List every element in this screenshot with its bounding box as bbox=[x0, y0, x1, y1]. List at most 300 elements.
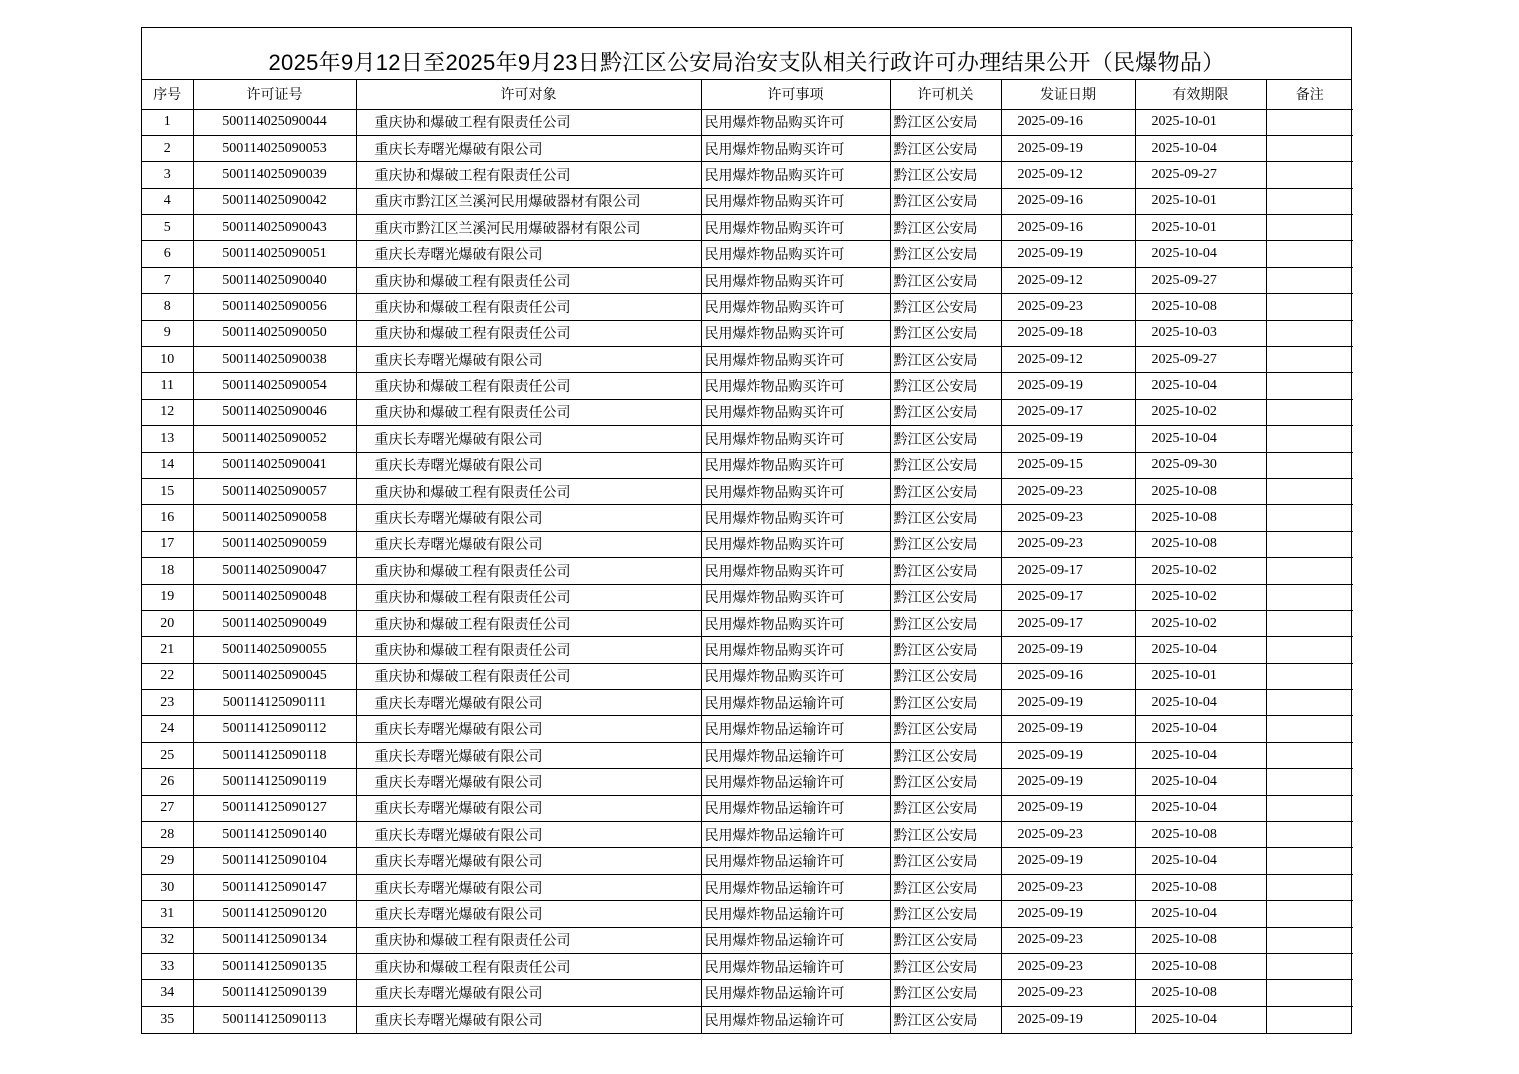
cell-permit-holder: 重庆长寿曙光爆破有限公司 bbox=[356, 690, 701, 716]
cell-remarks bbox=[1266, 690, 1353, 716]
cell-issue-date: 2025-09-17 bbox=[1001, 399, 1135, 425]
cell-remarks bbox=[1266, 109, 1353, 135]
cell-permit-holder: 重庆长寿曙光爆破有限公司 bbox=[356, 716, 701, 742]
cell-authority: 黔江区公安局 bbox=[890, 109, 1001, 135]
table-row bbox=[142, 267, 1353, 293]
cell-permit-holder: 重庆长寿曙光爆破有限公司 bbox=[356, 795, 701, 821]
cell-permit-holder: 重庆长寿曙光爆破有限公司 bbox=[356, 426, 701, 452]
table-row bbox=[142, 426, 1353, 452]
table-row bbox=[142, 795, 1353, 821]
cell-authority: 黔江区公安局 bbox=[890, 610, 1001, 636]
table-body bbox=[142, 109, 1353, 1033]
cell-permit-holder: 重庆长寿曙光爆破有限公司 bbox=[356, 531, 701, 557]
cell-permit-number: 500114025090043 bbox=[193, 215, 356, 241]
cell-authority: 黔江区公安局 bbox=[890, 769, 1001, 795]
cell-permit-holder: 重庆市黔江区兰溪河民用爆破器材有限公司 bbox=[356, 215, 701, 241]
cell-permit-item: 民用爆炸物品购买许可 bbox=[701, 558, 890, 584]
cell-valid-until: 2025-10-01 bbox=[1135, 188, 1266, 214]
cell-permit-holder: 重庆协和爆破工程有限责任公司 bbox=[356, 399, 701, 425]
cell-permit-holder: 重庆市黔江区兰溪河民用爆破器材有限公司 bbox=[356, 188, 701, 214]
cell-remarks bbox=[1266, 822, 1353, 848]
cell-index: 34 bbox=[142, 980, 193, 1006]
cell-issue-date: 2025-09-23 bbox=[1001, 478, 1135, 504]
cell-issue-date: 2025-09-19 bbox=[1001, 848, 1135, 874]
cell-permit-item: 民用爆炸物品购买许可 bbox=[701, 188, 890, 214]
cell-index: 14 bbox=[142, 452, 193, 478]
cell-remarks bbox=[1266, 795, 1353, 821]
cell-permit-item: 民用爆炸物品购买许可 bbox=[701, 452, 890, 478]
cell-index: 24 bbox=[142, 716, 193, 742]
cell-valid-until: 2025-10-04 bbox=[1135, 241, 1266, 267]
cell-permit-item: 民用爆炸物品运输许可 bbox=[701, 769, 890, 795]
cell-authority: 黔江区公安局 bbox=[890, 320, 1001, 346]
cell-permit-item: 民用爆炸物品购买许可 bbox=[701, 294, 890, 320]
column-header-issue-date: 发证日期 bbox=[1001, 80, 1135, 109]
cell-index: 11 bbox=[142, 373, 193, 399]
cell-permit-holder: 重庆协和爆破工程有限责任公司 bbox=[356, 954, 701, 980]
table-row bbox=[142, 241, 1353, 267]
cell-permit-number: 500114025090038 bbox=[193, 347, 356, 373]
cell-permit-number: 500114025090058 bbox=[193, 505, 356, 531]
cell-valid-until: 2025-10-04 bbox=[1135, 426, 1266, 452]
cell-permit-number: 500114025090047 bbox=[193, 558, 356, 584]
cell-valid-until: 2025-10-04 bbox=[1135, 901, 1266, 927]
cell-permit-item: 民用爆炸物品购买许可 bbox=[701, 347, 890, 373]
cell-permit-holder: 重庆协和爆破工程有限责任公司 bbox=[356, 294, 701, 320]
cell-index: 19 bbox=[142, 584, 193, 610]
cell-permit-holder: 重庆协和爆破工程有限责任公司 bbox=[356, 558, 701, 584]
cell-permit-item: 民用爆炸物品运输许可 bbox=[701, 716, 890, 742]
cell-issue-date: 2025-09-12 bbox=[1001, 162, 1135, 188]
cell-permit-holder: 重庆协和爆破工程有限责任公司 bbox=[356, 637, 701, 663]
cell-authority: 黔江区公安局 bbox=[890, 795, 1001, 821]
cell-valid-until: 2025-10-04 bbox=[1135, 1006, 1266, 1032]
column-header-permit-number: 许可证号 bbox=[193, 80, 356, 109]
cell-permit-number: 500114125090112 bbox=[193, 716, 356, 742]
table-row bbox=[142, 610, 1353, 636]
cell-remarks bbox=[1266, 373, 1353, 399]
cell-valid-until: 2025-10-02 bbox=[1135, 558, 1266, 584]
cell-valid-until: 2025-10-04 bbox=[1135, 690, 1266, 716]
cell-issue-date: 2025-09-19 bbox=[1001, 1006, 1135, 1032]
cell-permit-item: 民用爆炸物品购买许可 bbox=[701, 135, 890, 161]
cell-remarks bbox=[1266, 742, 1353, 768]
cell-authority: 黔江区公安局 bbox=[890, 241, 1001, 267]
cell-valid-until: 2025-10-08 bbox=[1135, 531, 1266, 557]
cell-permit-number: 500114025090039 bbox=[193, 162, 356, 188]
table-row bbox=[142, 135, 1353, 161]
cell-authority: 黔江区公安局 bbox=[890, 188, 1001, 214]
cell-permit-number: 500114125090134 bbox=[193, 927, 356, 953]
cell-permit-item: 民用爆炸物品运输许可 bbox=[701, 690, 890, 716]
cell-permit-item: 民用爆炸物品运输许可 bbox=[701, 980, 890, 1006]
table-row bbox=[142, 690, 1353, 716]
cell-permit-holder: 重庆协和爆破工程有限责任公司 bbox=[356, 584, 701, 610]
cell-valid-until: 2025-10-02 bbox=[1135, 610, 1266, 636]
cell-permit-number: 500114125090147 bbox=[193, 874, 356, 900]
cell-authority: 黔江区公安局 bbox=[890, 478, 1001, 504]
cell-issue-date: 2025-09-19 bbox=[1001, 241, 1135, 267]
cell-issue-date: 2025-09-23 bbox=[1001, 927, 1135, 953]
cell-permit-holder: 重庆协和爆破工程有限责任公司 bbox=[356, 478, 701, 504]
cell-permit-number: 500114025090044 bbox=[193, 109, 356, 135]
cell-permit-item: 民用爆炸物品运输许可 bbox=[701, 742, 890, 768]
table-row bbox=[142, 558, 1353, 584]
cell-issue-date: 2025-09-17 bbox=[1001, 610, 1135, 636]
table-row bbox=[142, 927, 1353, 953]
cell-permit-holder: 重庆协和爆破工程有限责任公司 bbox=[356, 927, 701, 953]
cell-index: 16 bbox=[142, 505, 193, 531]
cell-permit-number: 500114025090053 bbox=[193, 135, 356, 161]
cell-valid-until: 2025-10-08 bbox=[1135, 927, 1266, 953]
cell-authority: 黔江区公安局 bbox=[890, 716, 1001, 742]
table-row bbox=[142, 294, 1353, 320]
cell-index: 21 bbox=[142, 637, 193, 663]
cell-permit-holder: 重庆长寿曙光爆破有限公司 bbox=[356, 901, 701, 927]
cell-permit-item: 民用爆炸物品购买许可 bbox=[701, 399, 890, 425]
cell-index: 6 bbox=[142, 241, 193, 267]
cell-authority: 黔江区公安局 bbox=[890, 505, 1001, 531]
cell-valid-until: 2025-09-27 bbox=[1135, 162, 1266, 188]
table-row bbox=[142, 584, 1353, 610]
cell-issue-date: 2025-09-16 bbox=[1001, 188, 1135, 214]
cell-permit-number: 500114025090054 bbox=[193, 373, 356, 399]
cell-index: 3 bbox=[142, 162, 193, 188]
column-header-index: 序号 bbox=[142, 80, 193, 109]
cell-permit-number: 500114125090139 bbox=[193, 980, 356, 1006]
cell-authority: 黔江区公安局 bbox=[890, 294, 1001, 320]
cell-remarks bbox=[1266, 478, 1353, 504]
cell-permit-holder: 重庆长寿曙光爆破有限公司 bbox=[356, 742, 701, 768]
cell-issue-date: 2025-09-23 bbox=[1001, 505, 1135, 531]
cell-remarks bbox=[1266, 769, 1353, 795]
cell-permit-number: 500114025090056 bbox=[193, 294, 356, 320]
cell-issue-date: 2025-09-19 bbox=[1001, 373, 1135, 399]
cell-permit-holder: 重庆协和爆破工程有限责任公司 bbox=[356, 663, 701, 689]
cell-issue-date: 2025-09-19 bbox=[1001, 426, 1135, 452]
cell-permit-holder: 重庆长寿曙光爆破有限公司 bbox=[356, 347, 701, 373]
cell-permit-number: 500114125090120 bbox=[193, 901, 356, 927]
cell-permit-holder: 重庆长寿曙光爆破有限公司 bbox=[356, 980, 701, 1006]
table-row bbox=[142, 716, 1353, 742]
cell-remarks bbox=[1266, 399, 1353, 425]
cell-permit-item: 民用爆炸物品购买许可 bbox=[701, 162, 890, 188]
cell-permit-holder: 重庆长寿曙光爆破有限公司 bbox=[356, 241, 701, 267]
cell-remarks bbox=[1266, 426, 1353, 452]
table-row bbox=[142, 954, 1353, 980]
cell-issue-date: 2025-09-23 bbox=[1001, 294, 1135, 320]
cell-authority: 黔江区公安局 bbox=[890, 663, 1001, 689]
cell-issue-date: 2025-09-23 bbox=[1001, 980, 1135, 1006]
table-row bbox=[142, 822, 1353, 848]
cell-index: 13 bbox=[142, 426, 193, 452]
cell-permit-item: 民用爆炸物品运输许可 bbox=[701, 874, 890, 900]
cell-permit-item: 民用爆炸物品运输许可 bbox=[701, 822, 890, 848]
cell-index: 8 bbox=[142, 294, 193, 320]
cell-index: 26 bbox=[142, 769, 193, 795]
cell-permit-holder: 重庆长寿曙光爆破有限公司 bbox=[356, 848, 701, 874]
table-row bbox=[142, 663, 1353, 689]
cell-permit-number: 500114125090111 bbox=[193, 690, 356, 716]
cell-issue-date: 2025-09-15 bbox=[1001, 452, 1135, 478]
cell-issue-date: 2025-09-16 bbox=[1001, 215, 1135, 241]
cell-issue-date: 2025-09-19 bbox=[1001, 795, 1135, 821]
cell-permit-number: 500114125090127 bbox=[193, 795, 356, 821]
cell-issue-date: 2025-09-19 bbox=[1001, 901, 1135, 927]
cell-permit-item: 民用爆炸物品购买许可 bbox=[701, 109, 890, 135]
cell-authority: 黔江区公安局 bbox=[890, 399, 1001, 425]
cell-permit-item: 民用爆炸物品购买许可 bbox=[701, 215, 890, 241]
cell-index: 35 bbox=[142, 1006, 193, 1032]
cell-remarks bbox=[1266, 874, 1353, 900]
cell-authority: 黔江区公安局 bbox=[890, 927, 1001, 953]
cell-authority: 黔江区公安局 bbox=[890, 162, 1001, 188]
table-row bbox=[142, 399, 1353, 425]
table-row bbox=[142, 478, 1353, 504]
cell-permit-number: 500114125090140 bbox=[193, 822, 356, 848]
cell-issue-date: 2025-09-19 bbox=[1001, 637, 1135, 663]
cell-index: 20 bbox=[142, 610, 193, 636]
table-row bbox=[142, 505, 1353, 531]
cell-index: 23 bbox=[142, 690, 193, 716]
cell-issue-date: 2025-09-17 bbox=[1001, 558, 1135, 584]
cell-valid-until: 2025-10-04 bbox=[1135, 742, 1266, 768]
cell-permit-holder: 重庆长寿曙光爆破有限公司 bbox=[356, 1006, 701, 1032]
cell-issue-date: 2025-09-19 bbox=[1001, 716, 1135, 742]
cell-permit-item: 民用爆炸物品购买许可 bbox=[701, 373, 890, 399]
cell-permit-holder: 重庆长寿曙光爆破有限公司 bbox=[356, 452, 701, 478]
cell-permit-number: 500114025090059 bbox=[193, 531, 356, 557]
cell-permit-item: 民用爆炸物品购买许可 bbox=[701, 584, 890, 610]
cell-remarks bbox=[1266, 347, 1353, 373]
cell-authority: 黔江区公安局 bbox=[890, 347, 1001, 373]
cell-authority: 黔江区公安局 bbox=[890, 267, 1001, 293]
cell-authority: 黔江区公安局 bbox=[890, 822, 1001, 848]
cell-remarks bbox=[1266, 610, 1353, 636]
cell-issue-date: 2025-09-19 bbox=[1001, 135, 1135, 161]
cell-remarks bbox=[1266, 531, 1353, 557]
cell-permit-number: 500114025090046 bbox=[193, 399, 356, 425]
cell-authority: 黔江区公安局 bbox=[890, 584, 1001, 610]
cell-index: 7 bbox=[142, 267, 193, 293]
column-header-authority: 许可机关 bbox=[890, 80, 1001, 109]
cell-issue-date: 2025-09-19 bbox=[1001, 769, 1135, 795]
column-header-valid-until: 有效期限 bbox=[1135, 80, 1266, 109]
cell-permit-number: 500114025090052 bbox=[193, 426, 356, 452]
cell-index: 10 bbox=[142, 347, 193, 373]
cell-permit-number: 500114025090042 bbox=[193, 188, 356, 214]
cell-permit-item: 民用爆炸物品购买许可 bbox=[701, 531, 890, 557]
cell-valid-until: 2025-10-08 bbox=[1135, 822, 1266, 848]
cell-valid-until: 2025-10-04 bbox=[1135, 848, 1266, 874]
cell-remarks bbox=[1266, 716, 1353, 742]
cell-remarks bbox=[1266, 320, 1353, 346]
cell-remarks bbox=[1266, 954, 1353, 980]
cell-index: 22 bbox=[142, 663, 193, 689]
cell-valid-until: 2025-10-02 bbox=[1135, 399, 1266, 425]
table-row bbox=[142, 162, 1353, 188]
cell-remarks bbox=[1266, 162, 1353, 188]
cell-remarks bbox=[1266, 215, 1353, 241]
cell-authority: 黔江区公安局 bbox=[890, 373, 1001, 399]
cell-permit-item: 民用爆炸物品购买许可 bbox=[701, 663, 890, 689]
table-row bbox=[142, 320, 1353, 346]
cell-authority: 黔江区公安局 bbox=[890, 135, 1001, 161]
column-header-remarks: 备注 bbox=[1266, 80, 1353, 109]
cell-authority: 黔江区公安局 bbox=[890, 531, 1001, 557]
table-row bbox=[142, 874, 1353, 900]
cell-authority: 黔江区公安局 bbox=[890, 848, 1001, 874]
cell-remarks bbox=[1266, 927, 1353, 953]
cell-remarks bbox=[1266, 135, 1353, 161]
cell-permit-item: 民用爆炸物品购买许可 bbox=[701, 478, 890, 504]
cell-permit-number: 500114025090040 bbox=[193, 267, 356, 293]
table-row bbox=[142, 373, 1353, 399]
cell-permit-item: 民用爆炸物品购买许可 bbox=[701, 426, 890, 452]
cell-permit-holder: 重庆长寿曙光爆破有限公司 bbox=[356, 769, 701, 795]
cell-permit-holder: 重庆协和爆破工程有限责任公司 bbox=[356, 320, 701, 346]
cell-remarks bbox=[1266, 584, 1353, 610]
cell-issue-date: 2025-09-23 bbox=[1001, 874, 1135, 900]
cell-authority: 黔江区公安局 bbox=[890, 954, 1001, 980]
cell-valid-until: 2025-10-08 bbox=[1135, 980, 1266, 1006]
cell-authority: 黔江区公安局 bbox=[890, 980, 1001, 1006]
cell-valid-until: 2025-10-04 bbox=[1135, 637, 1266, 663]
cell-issue-date: 2025-09-17 bbox=[1001, 584, 1135, 610]
table-row bbox=[142, 742, 1353, 768]
cell-index: 18 bbox=[142, 558, 193, 584]
cell-permit-number: 500114025090041 bbox=[193, 452, 356, 478]
cell-valid-until: 2025-10-08 bbox=[1135, 478, 1266, 504]
cell-remarks bbox=[1266, 901, 1353, 927]
cell-remarks bbox=[1266, 980, 1353, 1006]
cell-index: 12 bbox=[142, 399, 193, 425]
cell-remarks bbox=[1266, 505, 1353, 531]
cell-index: 17 bbox=[142, 531, 193, 557]
cell-issue-date: 2025-09-18 bbox=[1001, 320, 1135, 346]
cell-permit-item: 民用爆炸物品运输许可 bbox=[701, 954, 890, 980]
cell-permit-item: 民用爆炸物品购买许可 bbox=[701, 267, 890, 293]
cell-permit-item: 民用爆炸物品运输许可 bbox=[701, 848, 890, 874]
cell-authority: 黔江区公安局 bbox=[890, 452, 1001, 478]
cell-issue-date: 2025-09-19 bbox=[1001, 742, 1135, 768]
cell-permit-holder: 重庆长寿曙光爆破有限公司 bbox=[356, 874, 701, 900]
cell-remarks bbox=[1266, 848, 1353, 874]
cell-index: 5 bbox=[142, 215, 193, 241]
cell-valid-until: 2025-09-27 bbox=[1135, 267, 1266, 293]
cell-valid-until: 2025-10-04 bbox=[1135, 373, 1266, 399]
cell-permit-number: 500114025090055 bbox=[193, 637, 356, 663]
cell-remarks bbox=[1266, 241, 1353, 267]
cell-permit-holder: 重庆长寿曙光爆破有限公司 bbox=[356, 505, 701, 531]
cell-valid-until: 2025-10-04 bbox=[1135, 135, 1266, 161]
table-row bbox=[142, 531, 1353, 557]
table-row bbox=[142, 901, 1353, 927]
cell-permit-number: 500114025090050 bbox=[193, 320, 356, 346]
cell-remarks bbox=[1266, 558, 1353, 584]
cell-issue-date: 2025-09-19 bbox=[1001, 690, 1135, 716]
cell-remarks bbox=[1266, 267, 1353, 293]
cell-issue-date: 2025-09-23 bbox=[1001, 954, 1135, 980]
cell-index: 30 bbox=[142, 874, 193, 900]
cell-index: 15 bbox=[142, 478, 193, 504]
document-sheet bbox=[141, 27, 1352, 1034]
cell-remarks bbox=[1266, 452, 1353, 478]
cell-issue-date: 2025-09-16 bbox=[1001, 109, 1135, 135]
cell-index: 25 bbox=[142, 742, 193, 768]
cell-valid-until: 2025-09-30 bbox=[1135, 452, 1266, 478]
table-header-row bbox=[142, 80, 1353, 109]
cell-index: 29 bbox=[142, 848, 193, 874]
cell-issue-date: 2025-09-12 bbox=[1001, 267, 1135, 293]
cell-authority: 黔江区公安局 bbox=[890, 901, 1001, 927]
cell-valid-until: 2025-10-01 bbox=[1135, 215, 1266, 241]
cell-authority: 黔江区公安局 bbox=[890, 558, 1001, 584]
cell-permit-holder: 重庆长寿曙光爆破有限公司 bbox=[356, 135, 701, 161]
cell-permit-number: 500114125090135 bbox=[193, 954, 356, 980]
table-row bbox=[142, 637, 1353, 663]
cell-permit-number: 500114025090045 bbox=[193, 663, 356, 689]
column-header-permit-holder: 许可对象 bbox=[356, 80, 701, 109]
table-row bbox=[142, 215, 1353, 241]
cell-remarks bbox=[1266, 1006, 1353, 1032]
table-row bbox=[142, 848, 1353, 874]
cell-valid-until: 2025-10-04 bbox=[1135, 716, 1266, 742]
cell-index: 32 bbox=[142, 927, 193, 953]
cell-valid-until: 2025-09-27 bbox=[1135, 347, 1266, 373]
page-title: 2025年9月12日至2025年9月23日黔江区公安局治安支队相关行政许可办理结果公开（民爆物品） bbox=[142, 28, 1351, 80]
cell-remarks bbox=[1266, 188, 1353, 214]
cell-authority: 黔江区公安局 bbox=[890, 1006, 1001, 1032]
cell-issue-date: 2025-09-23 bbox=[1001, 531, 1135, 557]
table-row bbox=[142, 188, 1353, 214]
cell-issue-date: 2025-09-16 bbox=[1001, 663, 1135, 689]
cell-valid-until: 2025-10-04 bbox=[1135, 769, 1266, 795]
cell-authority: 黔江区公安局 bbox=[890, 215, 1001, 241]
cell-valid-until: 2025-10-08 bbox=[1135, 505, 1266, 531]
cell-index: 1 bbox=[142, 109, 193, 135]
cell-index: 9 bbox=[142, 320, 193, 346]
cell-permit-number: 500114025090049 bbox=[193, 610, 356, 636]
table-row bbox=[142, 347, 1353, 373]
cell-issue-date: 2025-09-23 bbox=[1001, 822, 1135, 848]
cell-index: 33 bbox=[142, 954, 193, 980]
table-row bbox=[142, 452, 1353, 478]
cell-index: 2 bbox=[142, 135, 193, 161]
cell-authority: 黔江区公安局 bbox=[890, 874, 1001, 900]
permit-table bbox=[142, 80, 1353, 1033]
cell-permit-number: 500114025090048 bbox=[193, 584, 356, 610]
cell-permit-holder: 重庆协和爆破工程有限责任公司 bbox=[356, 373, 701, 399]
column-header-permit-item: 许可事项 bbox=[701, 80, 890, 109]
cell-valid-until: 2025-10-02 bbox=[1135, 584, 1266, 610]
cell-permit-item: 民用爆炸物品运输许可 bbox=[701, 795, 890, 821]
cell-valid-until: 2025-10-01 bbox=[1135, 109, 1266, 135]
cell-permit-item: 民用爆炸物品购买许可 bbox=[701, 610, 890, 636]
cell-permit-holder: 重庆协和爆破工程有限责任公司 bbox=[356, 610, 701, 636]
cell-index: 31 bbox=[142, 901, 193, 927]
cell-index: 28 bbox=[142, 822, 193, 848]
cell-permit-item: 民用爆炸物品购买许可 bbox=[701, 241, 890, 267]
cell-index: 27 bbox=[142, 795, 193, 821]
cell-valid-until: 2025-10-08 bbox=[1135, 874, 1266, 900]
table-row bbox=[142, 980, 1353, 1006]
cell-permit-number: 500114025090057 bbox=[193, 478, 356, 504]
cell-valid-until: 2025-10-03 bbox=[1135, 320, 1266, 346]
cell-permit-item: 民用爆炸物品购买许可 bbox=[701, 320, 890, 346]
cell-permit-holder: 重庆协和爆破工程有限责任公司 bbox=[356, 267, 701, 293]
cell-authority: 黔江区公安局 bbox=[890, 742, 1001, 768]
